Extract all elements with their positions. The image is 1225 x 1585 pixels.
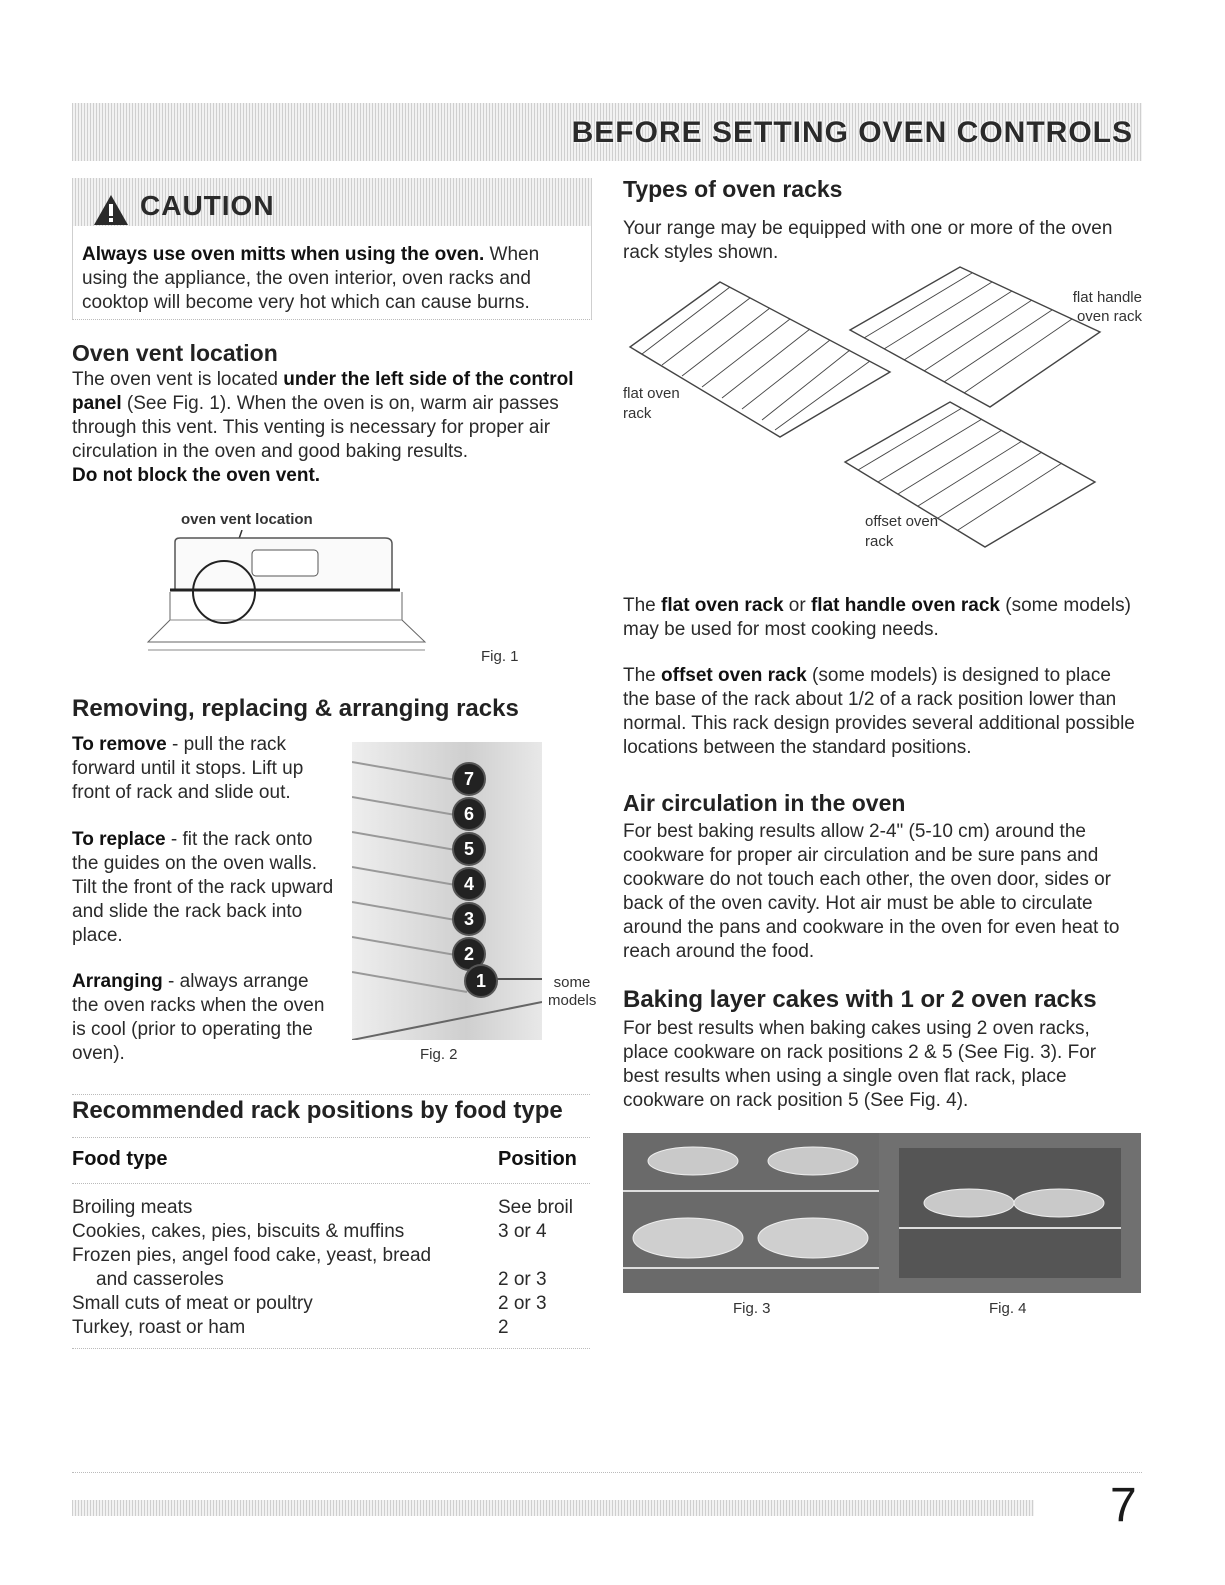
vent-warning: Do not block the oven vent. — [72, 465, 321, 486]
baking-heading: Baking layer cakes with 1 or 2 oven racks — [623, 986, 1097, 1013]
table-row — [72, 1220, 590, 1244]
page-title: BEFORE SETTING OVEN CONTROLS — [571, 116, 1133, 149]
label-flat: flat oven rack — [623, 385, 680, 422]
food-cell: and casseroles — [96, 1269, 224, 1290]
food-cell: Broiling meats — [72, 1197, 193, 1218]
rack-position-5: 5 — [452, 832, 486, 866]
food-cell: Small cuts of meat or poultry — [72, 1293, 313, 1314]
divider — [72, 1094, 590, 1095]
remove-text — [72, 733, 334, 805]
vent-p1: The oven vent is located — [72, 369, 284, 390]
table-row — [72, 1196, 590, 1220]
vent-heading: Oven vent location — [72, 340, 278, 366]
types-p2-c: (some models) is designed to place the base of the rack about 1/2 of a rack position lower than normal. This rack design provides several additional possible locations between the standard positions. — [623, 665, 1135, 758]
remove-desc: - pull the rack forward until it stops. Lift up front of rack and slide out. — [72, 734, 304, 803]
arrange-label: Arranging — [72, 971, 163, 992]
position-cell: 2 or 3 — [498, 1293, 547, 1314]
position-cell: 2 or 3 — [498, 1269, 547, 1290]
label-offset: offset oven rack — [865, 513, 939, 550]
rack-position-4: 4 — [452, 867, 486, 901]
col-position-header: Position — [498, 1148, 577, 1170]
caution-title: CAUTION — [140, 190, 275, 221]
replace-label: To replace — [72, 829, 166, 850]
vent-figure — [140, 530, 440, 670]
types-p1-d: (some models) may be used for most cooking needs. — [623, 595, 1131, 640]
divider — [72, 1137, 590, 1138]
rack-position-1: 1 — [464, 964, 498, 998]
types-p2-a: The — [623, 665, 662, 686]
table-row — [72, 1244, 590, 1268]
col-food-header: Food type — [72, 1148, 168, 1170]
page-number: 7 — [1110, 1479, 1137, 1532]
food-cell: Cookies, cakes, pies, biscuits & muffins — [72, 1221, 405, 1242]
footer-band — [72, 1500, 1034, 1516]
position-cell: See broil — [498, 1197, 573, 1218]
food-cell: Frozen pies, angel food cake, yeast, bread — [72, 1245, 432, 1266]
food-table — [72, 1196, 590, 1340]
types-p1-c: or — [783, 595, 811, 616]
warning-icon — [92, 193, 130, 227]
table-row — [72, 1292, 590, 1316]
types-text: Your range may be equipped with one or more of the oven rack styles shown. — [623, 218, 1113, 263]
position-cell: 2 — [498, 1317, 509, 1338]
rack-position-3: 3 — [452, 902, 486, 936]
fig3-photo — [623, 1133, 879, 1293]
racks-heading: Removing, replacing & arranging racks — [72, 695, 519, 722]
baking-text: For best results when baking cakes using 2 oven racks, place cookware on rack positions 2 & 5 (See Fig. 3). For best results when using a single oven flat rack, place cookware on rack position 5 (See Fig. 4). — [623, 1018, 1097, 1111]
types-heading: Types of oven racks — [623, 176, 843, 202]
arrange-text — [72, 970, 334, 1066]
air-text: For best baking results allow 2-4" (5-10 cm) around the cookware for proper air circulation and be sure pans and cookware do not touch each other, the oven door, sides or back of the oven cavity. Hot air must be able to circulate around the pans and cookware in the oven for even heat to reach around the food. — [623, 821, 1120, 962]
types-p1-flat: flat oven rack — [661, 595, 784, 616]
rack-position-6: 6 — [452, 797, 486, 831]
caution-rest: When using the appliance, the oven interior, oven racks and cooktop will become very hot which can cause burns. — [82, 244, 540, 313]
types-p1-a: The — [623, 595, 662, 616]
divider — [72, 1348, 590, 1349]
divider — [72, 1183, 590, 1184]
vent-p1-bold: under the left side of the control panel — [72, 369, 574, 414]
rack-position-2: 2 — [452, 937, 486, 971]
replace-text — [72, 828, 334, 948]
caution-text — [82, 243, 587, 315]
air-heading: Air circulation in the oven — [623, 790, 906, 816]
food-cell: Turkey, roast or ham — [72, 1317, 246, 1338]
position-cell: 3 or 4 — [498, 1221, 547, 1242]
vent-p2: (See Fig. 1). When the oven is on, warm air passes through this vent. This venting is necessary for proper air circulation in the oven and good baking results. — [72, 393, 559, 462]
caution-bold: Always use oven mitts when using the oven. — [82, 244, 485, 265]
types-p1-flat-handle: flat handle oven rack — [810, 595, 1000, 616]
recommended-heading: Recommended rack positions by food type — [72, 1097, 563, 1124]
fig2-caption: Fig. 2 — [420, 1046, 458, 1063]
fig4-caption: Fig. 4 — [989, 1300, 1027, 1317]
types-p2-offset: offset oven rack — [661, 665, 807, 686]
replace-desc: - fit the rack onto the guides on the oven walls. Tilt the front of the rack upward and slide the rack back into place. — [72, 829, 334, 946]
arrange-desc: - always arrange the oven racks when the oven is cool (prior to operating the oven). — [72, 971, 325, 1064]
vent-fig-label: oven vent location — [181, 511, 313, 528]
table-row — [72, 1316, 590, 1340]
vent-text — [72, 368, 577, 488]
rack-position-7: 7 — [452, 762, 486, 796]
fig4-photo — [879, 1133, 1141, 1293]
table-row — [72, 1268, 590, 1292]
types-p2 — [623, 664, 1138, 760]
types-p1 — [623, 594, 1138, 642]
label-flat-handle: flat handle oven rack — [1072, 289, 1142, 325]
fig1-caption: Fig. 1 — [481, 648, 519, 665]
fig3-caption: Fig. 3 — [733, 1300, 771, 1317]
some-models-note: some models — [548, 974, 597, 1009]
footer-divider — [72, 1472, 1142, 1473]
rack-positions-figure — [352, 742, 542, 1040]
remove-label: To remove — [72, 734, 167, 755]
